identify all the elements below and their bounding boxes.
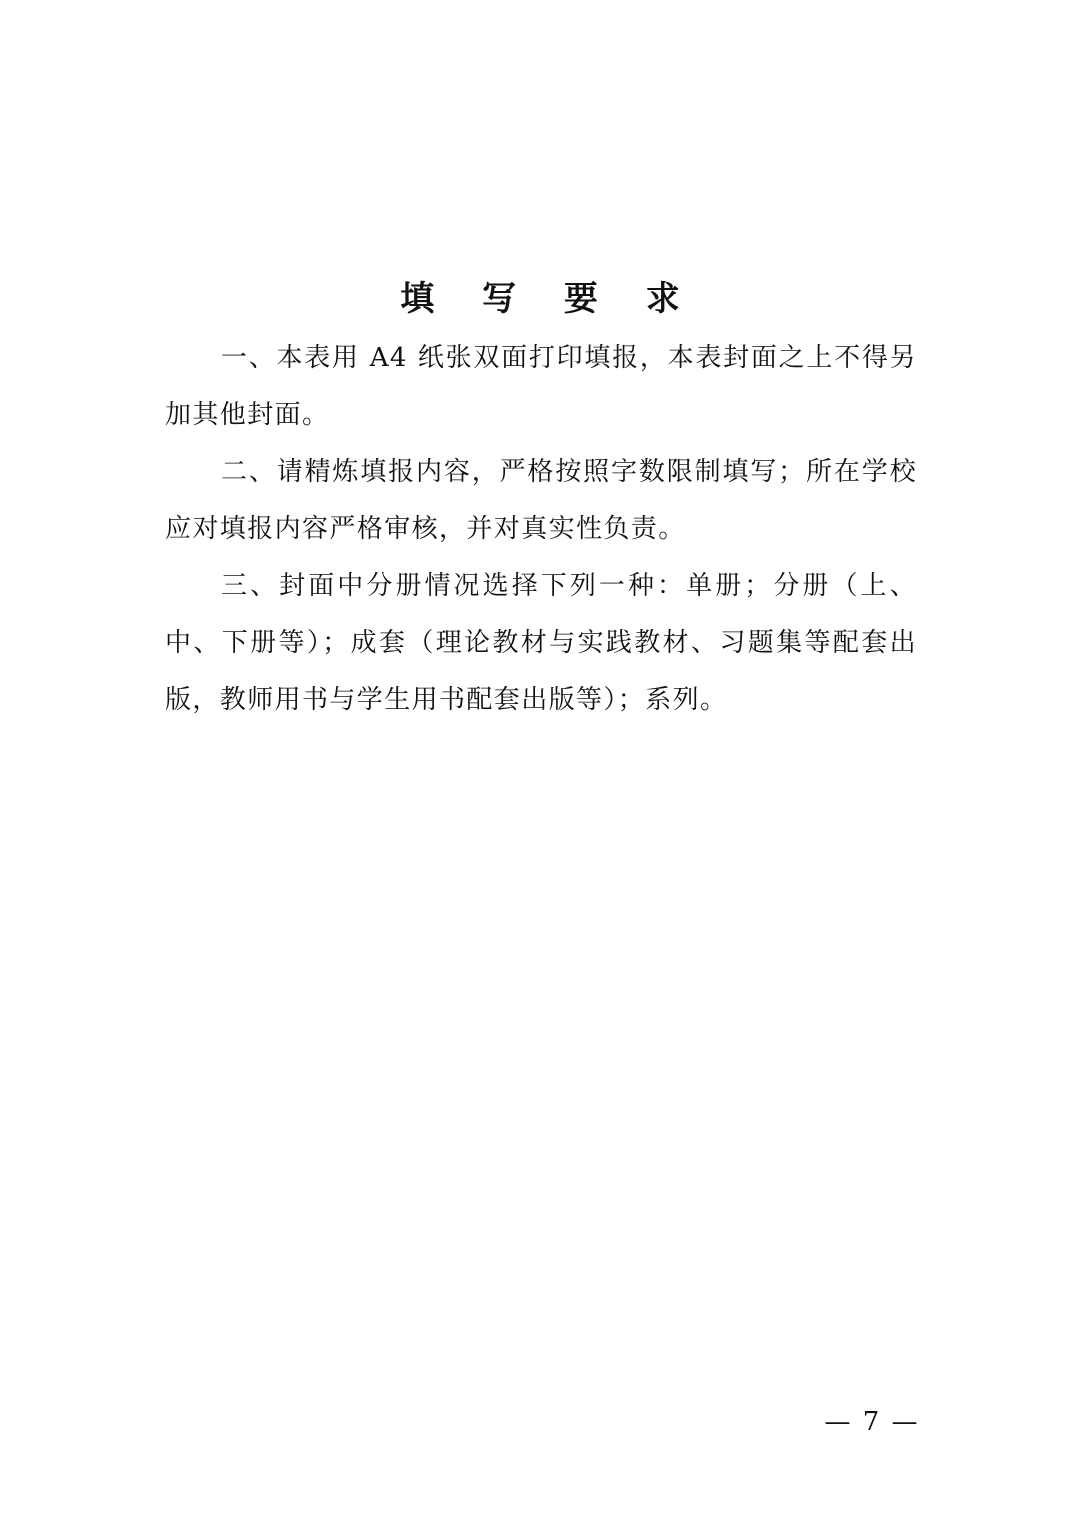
page-number: — 7 — bbox=[824, 1407, 920, 1437]
requirement-paragraph-2: 二、请精炼填报内容，严格按照字数限制填写；所在学校应对填报内容严格审核，并对真实性负责。 bbox=[165, 457, 917, 544]
requirement-paragraph-1: 一、本表用 A4 纸张双面打印填报，本表封面之上不得另加其他封面。 bbox=[165, 343, 917, 430]
requirements-text bbox=[165, 330, 917, 729]
page-title: 填 写 要 求 bbox=[400, 279, 698, 319]
requirement-paragraph-3: 三、封面中分册情况选择下列一种：单册；分册（上、中、下册等）；成套（理论教材与实践教材、习题集等配套出版，教师用书与学生用书配套出版等）；系列。 bbox=[165, 571, 917, 715]
